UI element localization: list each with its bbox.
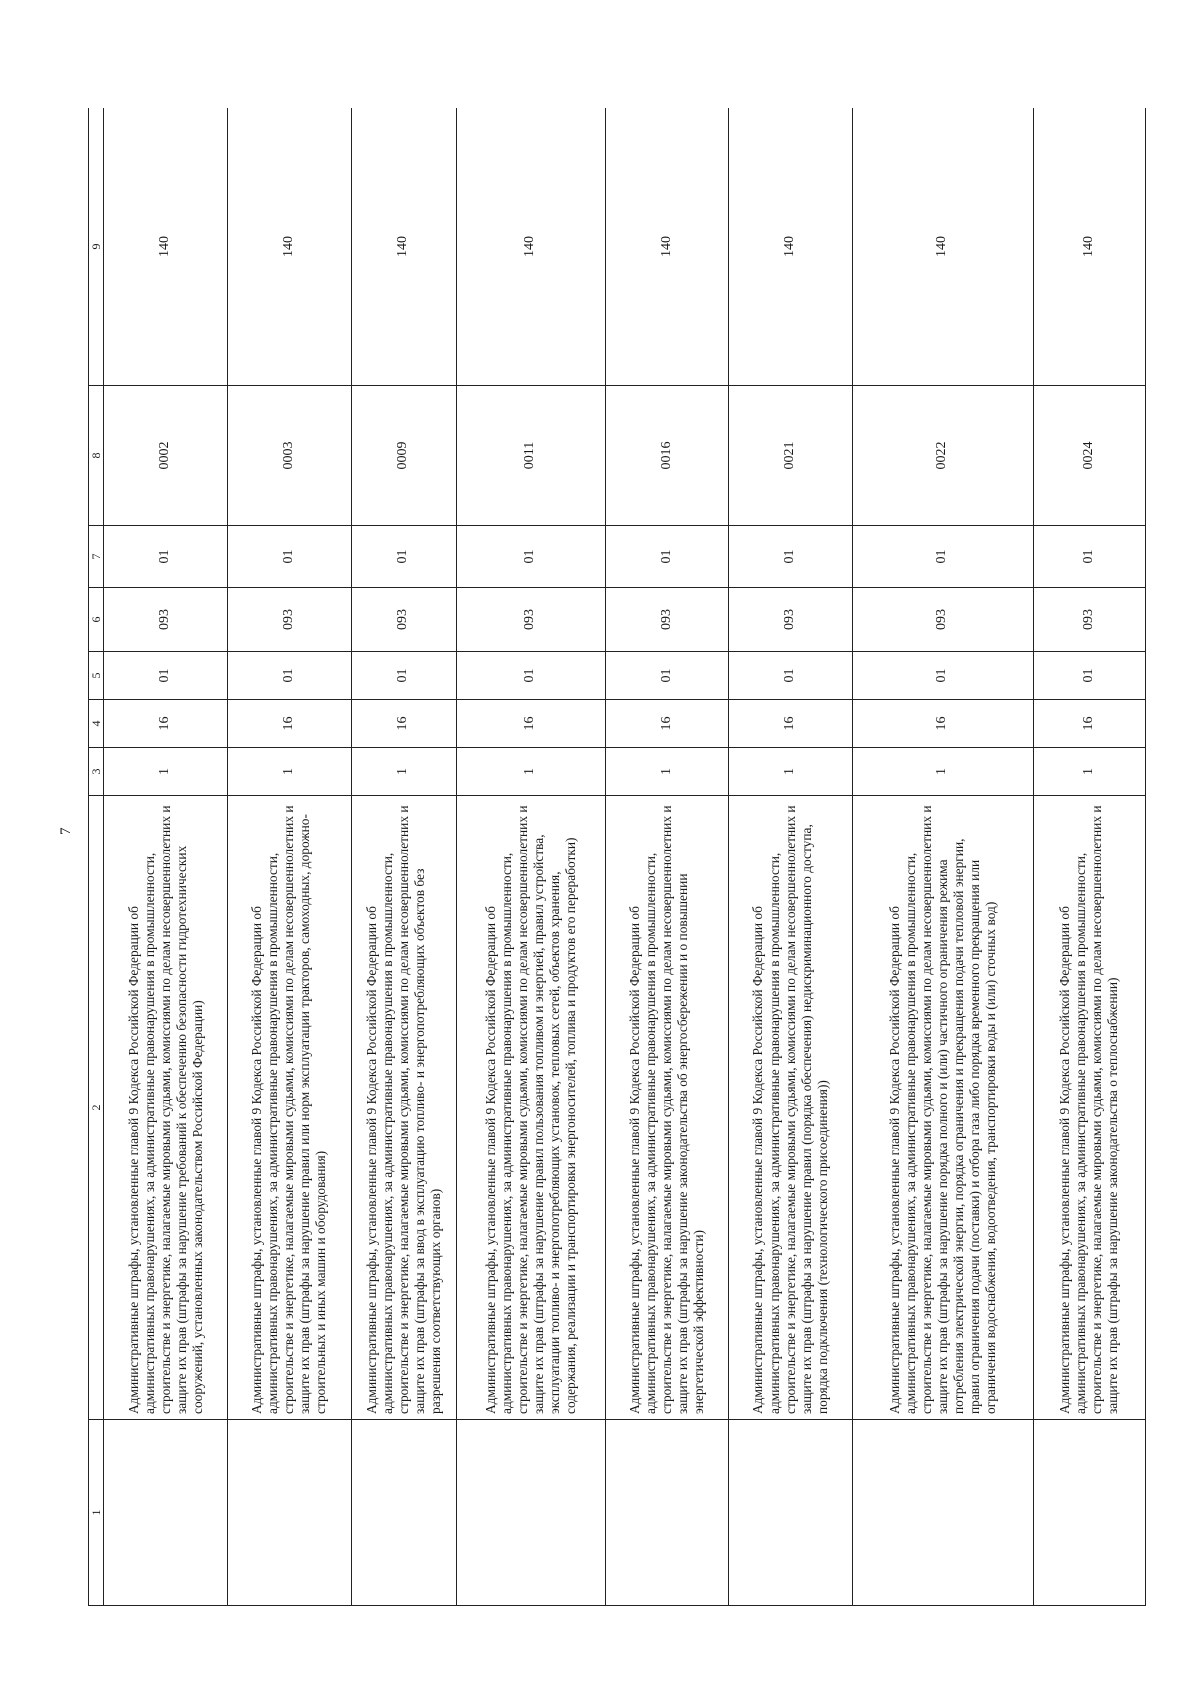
budget-codes-table-region: [88, 108, 1146, 1606]
cell-description: Административные штрафы, установленные главой 9 Кодекса Российской Федерации об административных правонарушениях, за административные правонарушения в промышленности, строительстве и энергетике, налагаемые мировыми судьями, комиссиями по делам несовершеннолетних и защите их прав (штрафы за нарушение законодательства о теплоснабжении): [1033, 796, 1145, 1420]
budget-codes-table: [88, 108, 1146, 1606]
cell-col6: 093: [104, 588, 228, 652]
cell-description: Административные штрафы, установленные главой 9 Кодекса Российской Федерации об административных правонарушениях, за административные правонарушения в промышленности, строительстве и энергетике, налагаемые мировыми судьями, комиссиями по делам несовершеннолетних и защите их прав (штрафы за нарушение требований к обеспечению безопасности гидротехнических сооружений, установленных законодательством Российской Федерации): [104, 796, 228, 1420]
rotated-table-container: [88, 108, 1146, 1606]
cell-col4: 16: [456, 700, 605, 748]
cell-col3: 1: [605, 748, 729, 796]
cell-col5: 01: [852, 652, 1033, 700]
cell-col3: 1: [104, 748, 228, 796]
header-col-9: 9: [89, 108, 104, 386]
cell-description: Административные штрафы, установленные главой 9 Кодекса Российской Федерации об административных правонарушениях, за административные правонарушения в промышленности, строительстве и энергетике, налагаемые мировыми судьями, комиссиями по делам несовершеннолетних и защите их прав (штрафы за ввод в эксплуатацию топливо- и энергопотребляющих объектов без разрешения соответствующих органов): [351, 796, 456, 1420]
cell-col4: 16: [852, 700, 1033, 748]
cell-col8: 0022: [852, 386, 1033, 526]
cell-col7: 01: [605, 526, 729, 588]
cell-col4: 16: [605, 700, 729, 748]
cell-col5: 01: [228, 652, 352, 700]
cell-col8: 0024: [1033, 386, 1145, 526]
cell-col5: 01: [456, 652, 605, 700]
cell-description: Административные штрафы, установленные главой 9 Кодекса Российской Федерации об административных правонарушениях, за административные правонарушения в промышленности, строительстве и энергетике, налагаемые мировыми судьями, комиссиями по делам несовершеннолетних и защите их прав (штрафы за нарушение порядка полного и (или) частичного ограничения режима потребления электрической энергии, порядка ограничения и прекращения подачи тепловой энергии, правил ограничения подачи (поставки) и отбора газа либо порядка временного прекращения или ограничения водоснабжения, водоотведения, транспортировки воды и (или) сточных вод): [852, 796, 1033, 1420]
cell-col1: [605, 1420, 729, 1606]
cell-col5: 01: [351, 652, 456, 700]
cell-col6: 093: [605, 588, 729, 652]
cell-col9: 140: [852, 108, 1033, 386]
cell-col7: 01: [228, 526, 352, 588]
cell-col5: 01: [104, 652, 228, 700]
cell-col7: 01: [1033, 526, 1145, 588]
cell-col5: 01: [729, 652, 853, 700]
cell-col4: 16: [729, 700, 853, 748]
cell-col9: 140: [228, 108, 352, 386]
cell-col9: 140: [104, 108, 228, 386]
table-row: [104, 108, 228, 1606]
cell-col9: 140: [351, 108, 456, 386]
table-row: [729, 108, 853, 1606]
cell-col4: 16: [1033, 700, 1145, 748]
cell-col9: 140: [456, 108, 605, 386]
cell-col1: [104, 1420, 228, 1606]
cell-col7: 01: [104, 526, 228, 588]
cell-col8: 0016: [605, 386, 729, 526]
table-row: [1033, 108, 1145, 1606]
cell-col1: [351, 1420, 456, 1606]
header-col-4: 4: [89, 700, 104, 748]
header-col-8: 8: [89, 386, 104, 526]
cell-col3: 1: [852, 748, 1033, 796]
table-row: [228, 108, 352, 1606]
header-col-1: 1: [89, 1420, 104, 1606]
cell-col7: 01: [729, 526, 853, 588]
cell-col7: 01: [852, 526, 1033, 588]
table-body: [104, 108, 1146, 1606]
cell-col6: 093: [228, 588, 352, 652]
cell-col9: 140: [729, 108, 853, 386]
cell-col5: 01: [1033, 652, 1145, 700]
page-number: 7: [58, 827, 74, 835]
cell-col8: 0003: [228, 386, 352, 526]
cell-col8: 0021: [729, 386, 853, 526]
cell-col6: 093: [729, 588, 853, 652]
header-col-2: 2: [89, 796, 104, 1420]
cell-col3: 1: [351, 748, 456, 796]
cell-col7: 01: [456, 526, 605, 588]
cell-col3: 1: [729, 748, 853, 796]
table-header: [89, 108, 104, 1606]
cell-description: Административные штрафы, установленные главой 9 Кодекса Российской Федерации об административных правонарушениях, за административные правонарушения в промышленности, строительстве и энергетике, налагаемые мировыми судьями, комиссиями по делам несовершеннолетних и защите их прав (штрафы за нарушение правил или норм эксплуатации тракторов, самоходных, дорожно-строительных и иных машин и оборудования): [228, 796, 352, 1420]
cell-col1: [1033, 1420, 1145, 1606]
cell-col3: 1: [228, 748, 352, 796]
cell-col6: 093: [1033, 588, 1145, 652]
cell-col4: 16: [104, 700, 228, 748]
cell-col6: 093: [852, 588, 1033, 652]
cell-description: Административные штрафы, установленные главой 9 Кодекса Российской Федерации об административных правонарушениях, за административные правонарушения в промышленности, строительстве и энергетике, налагаемые мировыми судьями, комиссиями по делам несовершеннолетних и защите их прав (штрафы за нарушение законодательства об энергосбережении и о повышении энергетической эффективности): [605, 796, 729, 1420]
header-col-6: 6: [89, 588, 104, 652]
table-row: [605, 108, 729, 1606]
table-row: [852, 108, 1033, 1606]
header-col-3: 3: [89, 748, 104, 796]
cell-col9: 140: [1033, 108, 1145, 386]
cell-col6: 093: [456, 588, 605, 652]
cell-col3: 1: [456, 748, 605, 796]
cell-col1: [228, 1420, 352, 1606]
header-col-5: 5: [89, 652, 104, 700]
cell-col1: [456, 1420, 605, 1606]
cell-col4: 16: [228, 700, 352, 748]
table-row: [351, 108, 456, 1606]
cell-col6: 093: [351, 588, 456, 652]
cell-col8: 0011: [456, 386, 605, 526]
cell-col7: 01: [351, 526, 456, 588]
table-row: [456, 108, 605, 1606]
cell-col4: 16: [351, 700, 456, 748]
header-row: [89, 108, 104, 1606]
cell-col8: 0009: [351, 386, 456, 526]
cell-col8: 0002: [104, 386, 228, 526]
cell-description: Административные штрафы, установленные главой 9 Кодекса Российской Федерации об административных правонарушениях, за административные правонарушения в промышленности, строительстве и энергетике, налагаемые мировыми судьями, комиссиями по делам несовершеннолетних и защите их прав (штрафы за нарушение правил (порядка обеспечения) недискриминационного доступа, порядка подключения (технологического присоединения)): [729, 796, 853, 1420]
cell-col1: [729, 1420, 853, 1606]
cell-col1: [852, 1420, 1033, 1606]
cell-col5: 01: [605, 652, 729, 700]
cell-description: Административные штрафы, установленные главой 9 Кодекса Российской Федерации об административных правонарушениях, за административные правонарушения в промышленности, строительстве и энергетике, налагаемые мировыми судьями, комиссиями по делам несовершеннолетних и защите их прав (штрафы за нарушение правил пользования топливом и энергией, правил устройства, эксплуатации топливо- и энергопотребляющих установок, тепловых сетей, объектов хранения, содержания, реализации и транспортировки энергоносителей, топлива и продуктов его переработки): [456, 796, 605, 1420]
cell-col9: 140: [605, 108, 729, 386]
cell-col3: 1: [1033, 748, 1145, 796]
header-col-7: 7: [89, 526, 104, 588]
